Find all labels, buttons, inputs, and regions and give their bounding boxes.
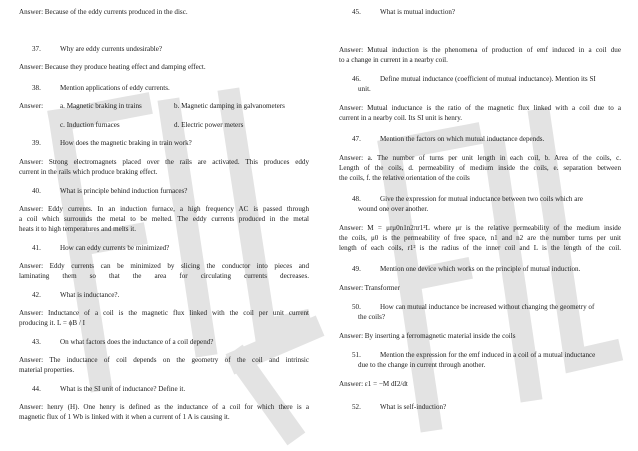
text-line: Answer: ε1 = −M dI2/dt [339, 380, 408, 388]
question-text: On what factors does the inductance of a coil depend? [60, 338, 214, 346]
text-line: length of each coils, r1² is the radius of the inner coil and L is the length of the coil. [339, 244, 621, 252]
question-line [19, 385, 309, 394]
question-line [339, 403, 621, 412]
question-number: 49. [352, 265, 361, 273]
question-line [339, 265, 621, 274]
question-line [19, 139, 309, 148]
question-number: 45. [352, 8, 361, 16]
question-text: Why are eddy currents undesirable? [60, 45, 163, 53]
text-line: Length of the coils, d. permeability of medium inside the coils, e. separation between [339, 164, 621, 172]
question-text: What is mutual induction? [380, 8, 456, 16]
text-line: Answer: The inductance of coil depends on the geometry of the coil and intrinsic [19, 356, 309, 364]
text-line: Answer: Mutual induction is the phenomena of production of emf induced in a coil due [339, 46, 621, 54]
question-text: What is self-induction? [380, 403, 447, 411]
question-line [19, 338, 309, 347]
answer-item: d. Electric power meters [174, 121, 244, 129]
text-line: heats it to high temperatures and melts it. [19, 225, 137, 233]
question-number: 43. [32, 338, 41, 346]
question-number: 50. [352, 303, 361, 311]
text-line: wound one over another. [358, 205, 429, 213]
question-text: Mention one device which works on the principle of mutual induction. [380, 265, 581, 273]
question-line [339, 75, 621, 84]
question-line [339, 351, 621, 360]
text-line: current in a nearby coil. Its SI unit is henry. [339, 114, 463, 122]
answer-prefix: Answer: [19, 102, 44, 110]
question-text: How does the magnetic braking in train work? [60, 139, 192, 147]
question-number: 51. [352, 351, 361, 359]
text-line: Answer: Because of the eddy currents produced in the disc. [19, 8, 188, 16]
question-number: 44. [32, 385, 41, 393]
question-text: Mention applications of eddy currents. [60, 84, 170, 92]
question-text: What is the SI unit of inductance? Define it. [60, 385, 186, 393]
question-number: 42. [32, 291, 41, 299]
question-number: 41. [32, 244, 41, 252]
question-line [339, 8, 621, 17]
text-line: Answer: henry (H). One henry is defined as the inductance of a coil for which there is a [19, 403, 309, 411]
text-line: due to the change in current through another. [358, 361, 486, 369]
answer-item: c. Induction furnaces [60, 121, 120, 129]
answer-list-line [19, 102, 309, 111]
text-line: current in the rails which produce braking effect. [19, 168, 158, 176]
answer-item: a. Magnetic braking in trains [60, 102, 142, 110]
question-line [19, 84, 309, 93]
text-line: material properties. [19, 366, 75, 374]
question-number: 47. [352, 135, 361, 143]
text-line: Answer: a. The number of turns per unit length in each coil, b. Area of the coils, c. [339, 154, 621, 162]
question-line [19, 187, 309, 196]
question-text: How can mutual inductance be increased without changing the geometry of [380, 303, 595, 311]
question-number: 39. [32, 139, 41, 147]
text-line: Answer: Because they produce heating effect and damping effect. [19, 63, 206, 71]
text-line: the coils, f. the relative orientation of the coils [339, 174, 470, 182]
question-number: 48. [352, 195, 361, 203]
question-number: 37. [32, 45, 41, 53]
text-line: producing it. L = ϕB / I [19, 319, 85, 327]
question-line [19, 244, 309, 253]
question-text: Mention the factors on which mutual inductance depends. [380, 135, 545, 143]
text-line: Answer: By inserting a ferromagnetic material inside the coils [339, 332, 516, 340]
question-text: What is principle behind induction furnaces? [60, 187, 188, 195]
question-line [339, 135, 621, 144]
text-line: the coils, μ0 is the permeability of free space, n1 and n2 are the number turns per unit [339, 234, 621, 242]
text-line: Answer: Inductance of a coil is the magnetic flux linked with the coil per unit current [19, 309, 309, 317]
answer-list-line [19, 121, 309, 130]
text-line: Answer: Transformer [339, 284, 400, 292]
text-line: the coils? [358, 313, 385, 321]
text-line: Answer: Eddy currents. In an induction furnace, a high frequency AC is passed through [19, 205, 309, 213]
text-line: unit. [358, 85, 371, 93]
text-line: laminating them so that the area for circulating currents decreases. [19, 272, 309, 280]
question-number: 52. [352, 403, 361, 411]
question-text: Define mutual inductance (coefficient of mutual inductance). Mention its SI [380, 75, 596, 83]
question-line [19, 291, 309, 300]
question-number: 46. [352, 75, 361, 83]
question-text: How can eddy currents be minimized? [60, 244, 170, 252]
text-line: Answer: Strong electromagnets placed over the rails are activated. This produces eddy [19, 158, 309, 166]
question-text: Mention the expression for the emf induced in a coil of a mutual inductance [380, 351, 596, 359]
text-line: magnetic flux of 1 Wb is linked with it when a current of 1 A is causing it. [19, 413, 230, 421]
question-line [339, 195, 621, 204]
text-line: to a change in current in a nearby coil. [339, 56, 448, 64]
question-text: Give the expression for mutual inductance between two coils which are [380, 195, 583, 203]
question-line [19, 45, 309, 54]
question-number: 38. [32, 84, 41, 92]
answer-item: b. Magnetic damping in galvanometers [174, 102, 285, 110]
text-line: Answer: Eddy currents can be minimized by slicing the conductor into pieces and [19, 262, 309, 270]
question-text: What is inductance?. [60, 291, 120, 299]
question-number: 40. [32, 187, 41, 195]
text-line: Answer: Mutual inductance is the ratio of the magnetic flux linked with a coil due to a [339, 104, 621, 112]
text-line: a coil which surrounds the metal to be melted. The eddy currents produced in the metal [19, 215, 309, 223]
text-line: Answer: M = μrμ0n1n2πr1²L where μr is the relative permeability of the medium inside [339, 224, 621, 232]
question-line [339, 303, 621, 312]
